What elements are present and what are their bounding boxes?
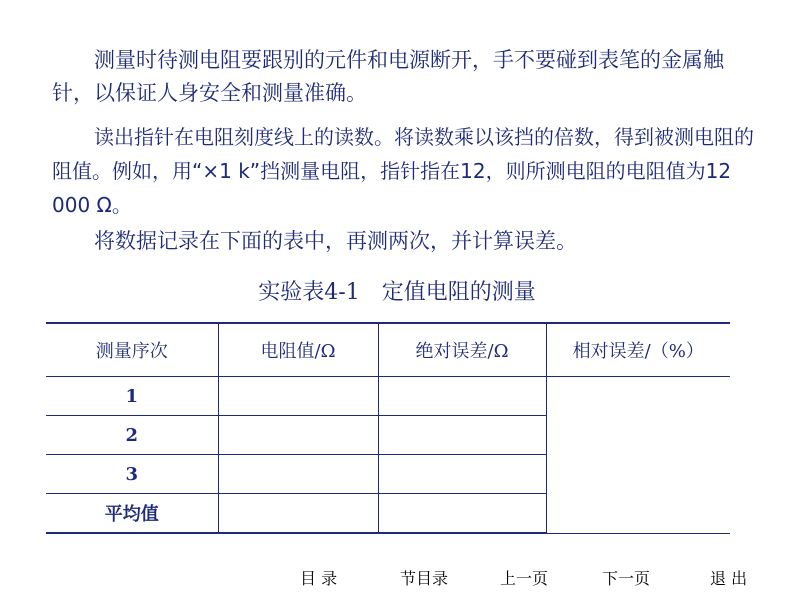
nav-contents-link[interactable]: 目 录 xyxy=(300,569,338,588)
row-label: 平均值 xyxy=(46,494,218,534)
header-relative-error: 相对误差/（%） xyxy=(546,323,730,377)
row-label: 2 xyxy=(46,416,218,455)
table-title: 实验表4-1 定值电阻的测量 xyxy=(258,280,536,305)
resistance-cell xyxy=(218,377,378,416)
row-label: 3 xyxy=(46,455,218,494)
resistance-cell xyxy=(218,455,378,494)
paragraph-safety: 测量时待测电阻要跟别的元件和电源断开，手不要碰到表笔的金属触针，以保证人身安全和测量准确。 xyxy=(52,48,724,105)
header-trial: 测量序次 xyxy=(46,323,218,377)
resistance-cell xyxy=(218,494,378,534)
absolute-error-cell xyxy=(378,455,546,494)
header-resistance: 电阻值/Ω xyxy=(218,323,378,377)
absolute-error-cell xyxy=(378,416,546,455)
row-label: 1 xyxy=(46,377,218,416)
paragraph-record: 将数据记录在下面的表中，再测两次，并计算误差。 xyxy=(94,229,577,253)
nav-section-contents-link[interactable]: 节目录 xyxy=(400,569,449,588)
nav-next-page-link[interactable]: 下一页 xyxy=(602,569,651,588)
nav-exit-link[interactable]: 退 出 xyxy=(710,569,748,588)
header-absolute-error: 绝对误差/Ω xyxy=(378,323,546,377)
paragraph-reading: 读出指针在电阻刻度线上的读数。将读数乘以该挡的倍数，得到被测电阻的阻值。例如，用“×1 k”挡测量电阻，指针指在12，则所测电阻的电阻值为12 000 Ω。 xyxy=(52,125,754,217)
table-row xyxy=(46,377,730,416)
resistance-cell xyxy=(218,416,378,455)
nav-prev-page-link[interactable]: 上一页 xyxy=(500,569,549,588)
absolute-error-cell xyxy=(378,494,546,534)
relative-error-cell xyxy=(546,377,730,534)
absolute-error-cell xyxy=(378,377,546,416)
table-header-row xyxy=(46,323,730,377)
measurement-table xyxy=(46,322,730,534)
navigation-bar xyxy=(300,566,747,589)
